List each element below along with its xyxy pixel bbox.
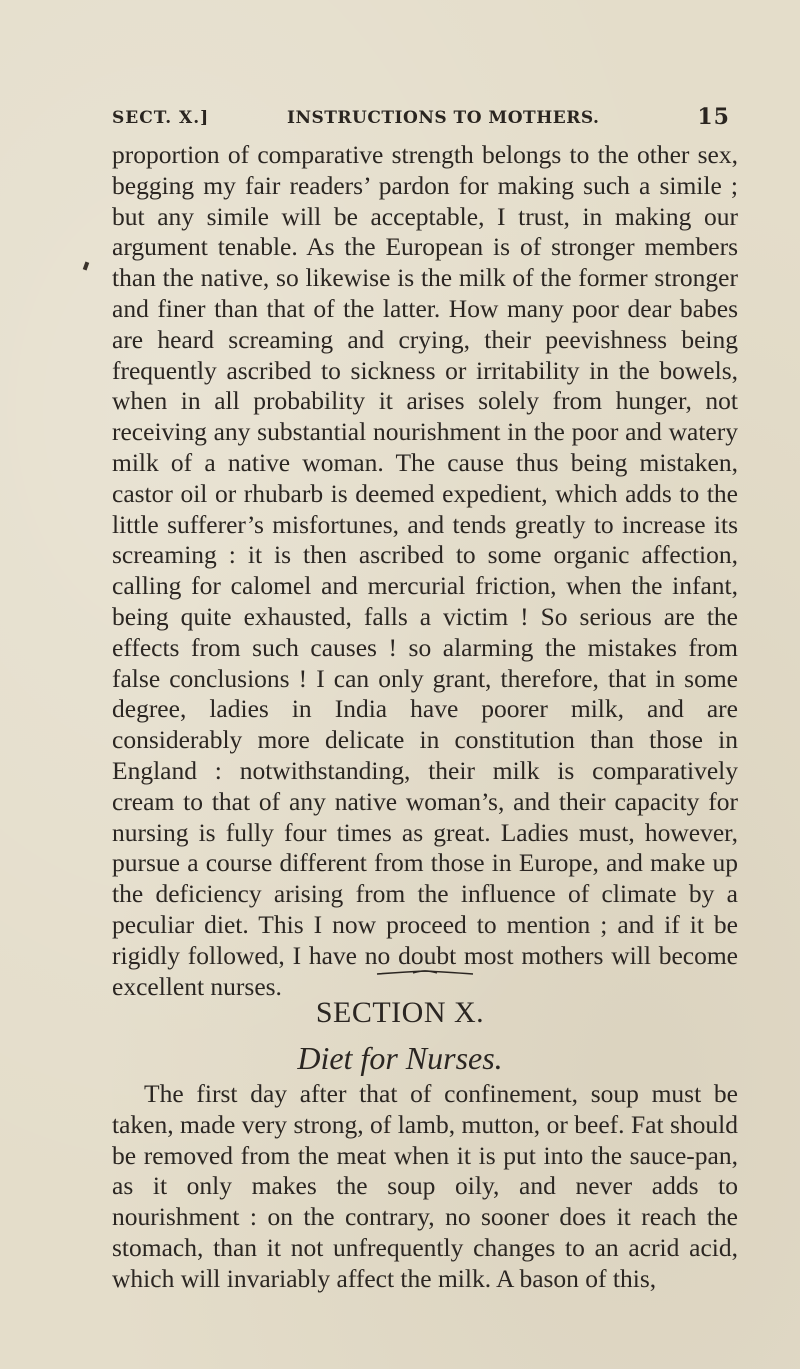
section-divider <box>375 969 475 977</box>
section-paragraph: The first day after that of confinement, soup must be taken, made very strong, of lamb, mutton, or beef. Fat should be removed from the meat when it is put into the sauce-pan, as it only makes the soup oily, and never adds to nourishment : on the contrary, no sooner does it reach the stomach, than it not unfrequently changes to an acrid acid, which will invariably affect the milk. A bason of this, <box>112 1079 738 1293</box>
body-paragraph: proportion of comparative strength belongs to the other sex, begging my fair readers’ pardon for making such a simile ; but any simile will be acceptable, I trust, in making our argument tenable. As the European is of stronger members than the native, so likewise is the milk of the former stronger and finer than that of the latter. How many poor dear babes are heard screaming and crying, their peevishness being frequently ascribed to sickness or irritability in the bowels, when in all probability it arises solely from hunger, not receiving any substantial nourishment in the poor and watery milk of a native woman. The cause thus being mistaken, castor oil or rhubarb is deemed expedient, which adds to the little sufferer’s misfortunes, and tends greatly to increase its screaming : it is then ascribed to some organic affection, calling for calomel and mercurial friction, when the infant, being quite exhausted, falls a victim ! So serious are the effects from such causes ! so alarming the mistakes from false conclusions ! I can only grant, therefore, that in some degree, ladies in India have poorer milk, and are considerably more delicate in constitution than those in England : notwithstanding, their milk is comparatively cream to that of any native woman’s, and their capacity for nursing is fully four times as great. Ladies must, however, pursue a course different from those in Europe, and make up the deficiency arising from the influence of climate by a peculiar diet. This I now proceed to mention ; and if it be rigidly followed, I have no doubt most mothers will become excellent nurses. <box>112 140 738 1001</box>
section-heading: SECTION X. <box>315 996 485 1029</box>
header-title: INSTRUCTIONS TO MOTHERS. <box>287 108 600 128</box>
page-number: 15 <box>697 104 730 130</box>
section-subheading: Diet for Nurses. <box>297 1040 503 1076</box>
section-text <box>112 1079 738 1295</box>
margin-mark <box>83 262 89 271</box>
running-header <box>112 104 730 134</box>
body-text <box>112 140 738 1002</box>
header-section: SECT. X.] <box>112 108 210 128</box>
